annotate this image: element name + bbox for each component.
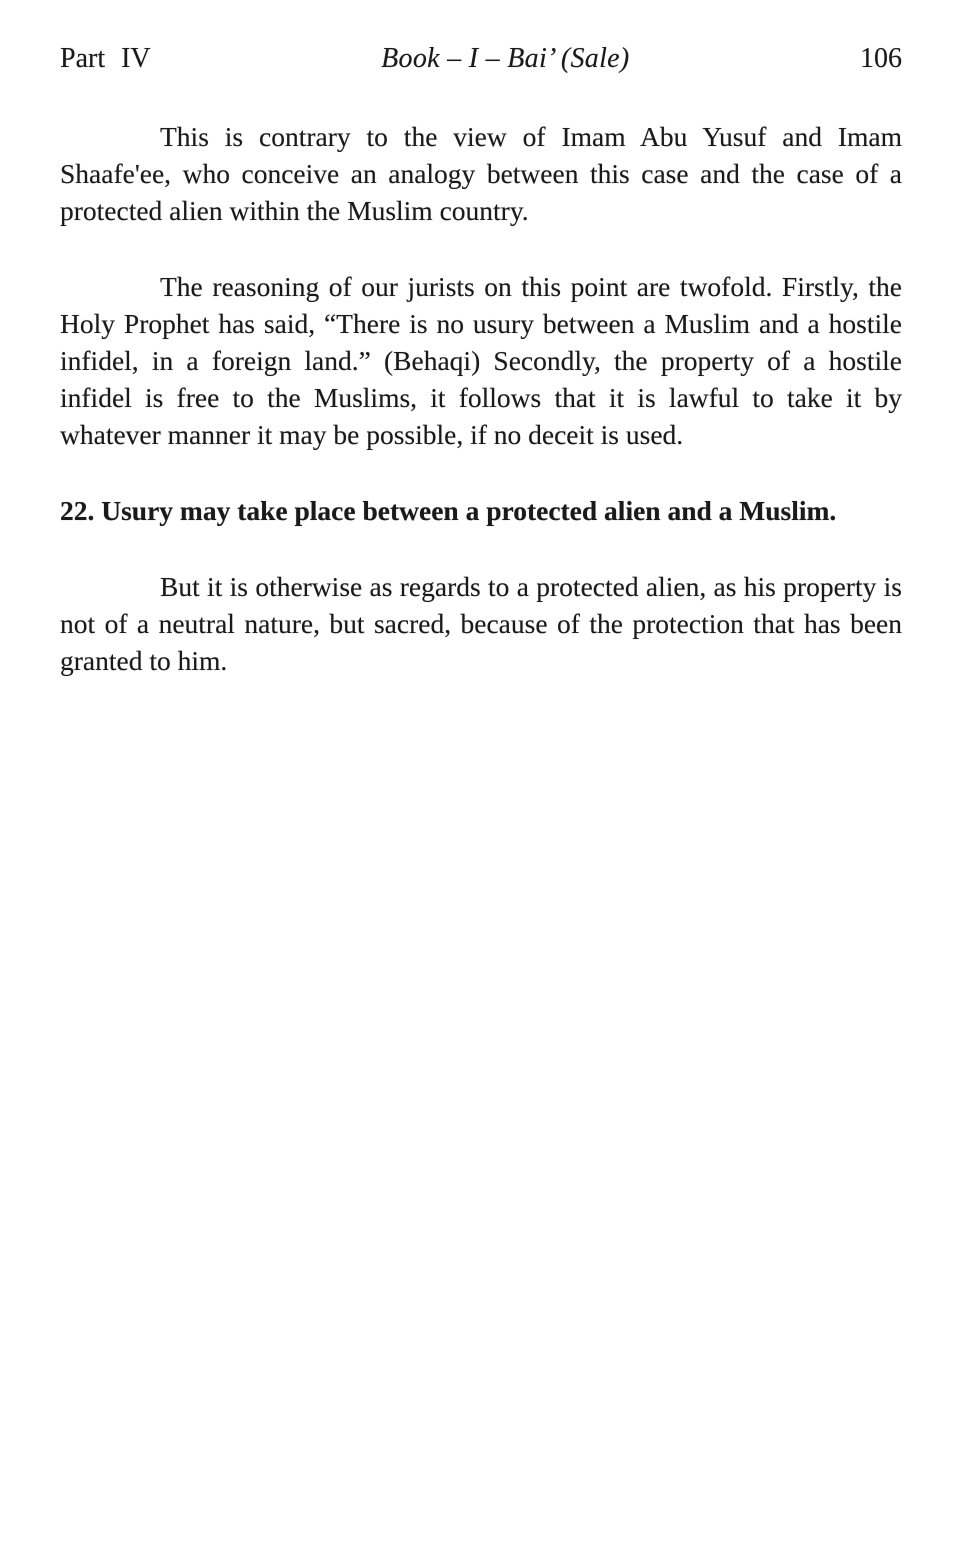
paragraph-protected-alien: But it is otherwise as regards to a protected alien, as his property is not of a neutral nature, but sacred, because of the protection that has been granted to him. — [60, 571, 902, 676]
paragraph-contrary-view: This is contrary to the view of Imam Abu Yusuf and Imam Shaafe'ee, who conceive an analogy between this case and the case of a protected alien within the Muslim country. — [60, 121, 902, 226]
book-title: Book – I – Bai’ (Sale) — [381, 43, 630, 74]
section-heading-22: 22. Usury may take place between a protected alien and a Muslim. — [60, 495, 837, 526]
paragraph-jurists-reasoning: The reasoning of our jurists on this point are twofold. Firstly, the Holy Prophet has said, “There is no usury between a Muslim and a hostile infidel, in a foreign land.” (Behaqi) Secondly, the property of a hostile infidel is free to the Muslims, it follows that it is lawful to take it by whatever manner it may be possible, if no deceit is used. — [60, 271, 902, 450]
page-header — [60, 42, 902, 76]
part-label: Part IV — [60, 43, 151, 74]
page-number: 106 — [860, 43, 902, 74]
